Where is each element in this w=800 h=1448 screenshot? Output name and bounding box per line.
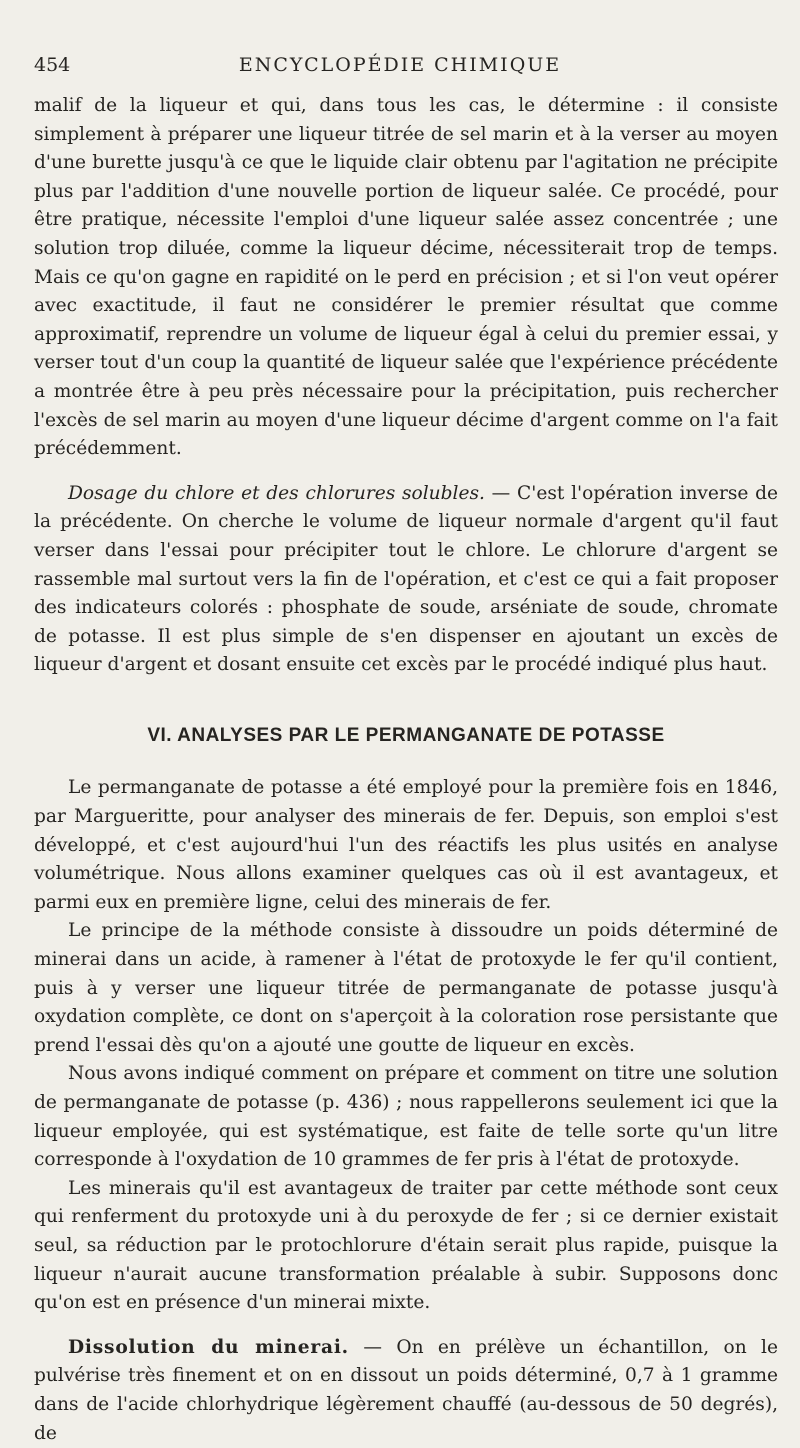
paragraph-dissolution [34,1334,778,1448]
section-heading: VI. ANALYSES PAR LE PERMANGANATE DE POTASSE [147,724,665,746]
page-number: 454 [34,54,71,76]
paragraph-method-principle: Le principe de la méthode consiste à dissoudre un poids déterminé de minerai dans un acide, à ramener à l'état de protoxyde le fer qu'il contient, puis à y verser une liqueur titrée de permanganate de potasse jusqu'à oxydation complète, ce dont on s'aperçoit à la coloration rose persistante que prend l'essai dès qu'on a ajouté une goutte de liqueur en excès. [34,920,778,1056]
paragraph-dosage-title: Dosage du chlore et des chlorures solubles. [68,482,485,504]
paragraph-continuation: malif de la liqueur et qui, dans tous les cas, le détermine : il consiste simplement à préparer une liqueur titrée de sel marin et à la verser au moyen d'une burette jusqu'à ce que le liquide clair obtenu par l'agitation ne précipite plus par l'addition d'une nouvelle portion de liqueur salée. Ce procédé, pour être pratique, nécessite l'emploi d'une liqueur salée assez concentrée ; une solution trop diluée, comme la liqueur décime, nécessiterait trop de temps. Mais ce qu'on gagne en rapidité on le perd en précision ; et si l'on veut opérer avec exactitude, il faut ne considérer le premier résultat que comme approximatif, reprendre un volume de liqueur égal à celui du premier essai, y verser tout d'un coup la quantité de liqueur salée que l'expérience précédente a montrée être à peu près nécessaire pour la précipitation, puis rechercher l'excès de sel marin au moyen d'une liqueur décime d'argent comme on l'a fait précédemment. [34,95,778,460]
paragraph-dissolution-title: Dissolution du minerai. [68,1336,349,1358]
paragraph-minerals: Les minerais qu'il est avantageux de traiter par cette méthode sont ceux qui renferment du protoxyde uni à du peroxyde de fer ; si ce dernier existait seul, sa réduction par le protochlorure d'étain serait plus rapide, puisque la liqueur n'aurait aucune transformation préalable à subir. Supposons donc qu'on est en présence d'un minerai mixte. [34,1177,778,1314]
paragraph-permanganate-history: Le permanganate de potasse a été employé pour la première fois en 1846, par Margueritte, pour analyser des minerais de fer. Depuis, son emploi s'est développé, et c'est aujourd'hui l'un des réactifs les plus usités en analyse volumétrique. Nous allons examiner quelques cas où il est avantageux, et parmi eux en première ligne, celui des minerais de fer. [34,777,778,913]
paragraph-solution-prep: Nous avons indiqué comment on prépare et comment on titre une solution de permanganate de potasse (p. 436) ; nous rappellerons seulement ici que la liqueur employée, qui est systématique, est faite de telle sorte qu'un litre corresponde à l'oxydation de 10 grammes de fer pris à l'état de protoxyde. [34,1063,778,1171]
page-header [34,54,766,84]
paragraph-dosage-chlore [34,480,778,680]
running-title: ENCYCLOPÉDIE CHIMIQUE [238,54,562,76]
paragraph-gap [34,464,778,480]
page-body [34,92,778,1448]
paragraph-gap [34,1318,778,1334]
paragraph-dissolution-text: — On en prélève un échantillon, on le pulvérise très finement et on en dissout un poids déterminé, 0,7 à 1 gramme dans de l'acide chlorhydrique légèrement chauffé (au-dessous de 50 degrés), de [34,1336,778,1444]
paragraph-dosage-text: — C'est l'opération inverse de la précédente. On cherche le volume de liqueur normale d'argent qu'il faut verser dans l'essai pour précipiter tout le chlore. Le chlorure d'argent se rassemble mal surtout vers la fin de l'opération, et c'est ce qui a fait proposer des indicateurs colorés : phosphate de soude, arséniate de soude, chromate de potasse. Il est plus simple de s'en dispenser en ajoutant un excès de liqueur d'argent et dosant ensuite cet excès par le procédé indiqué plus haut. [34,482,778,676]
